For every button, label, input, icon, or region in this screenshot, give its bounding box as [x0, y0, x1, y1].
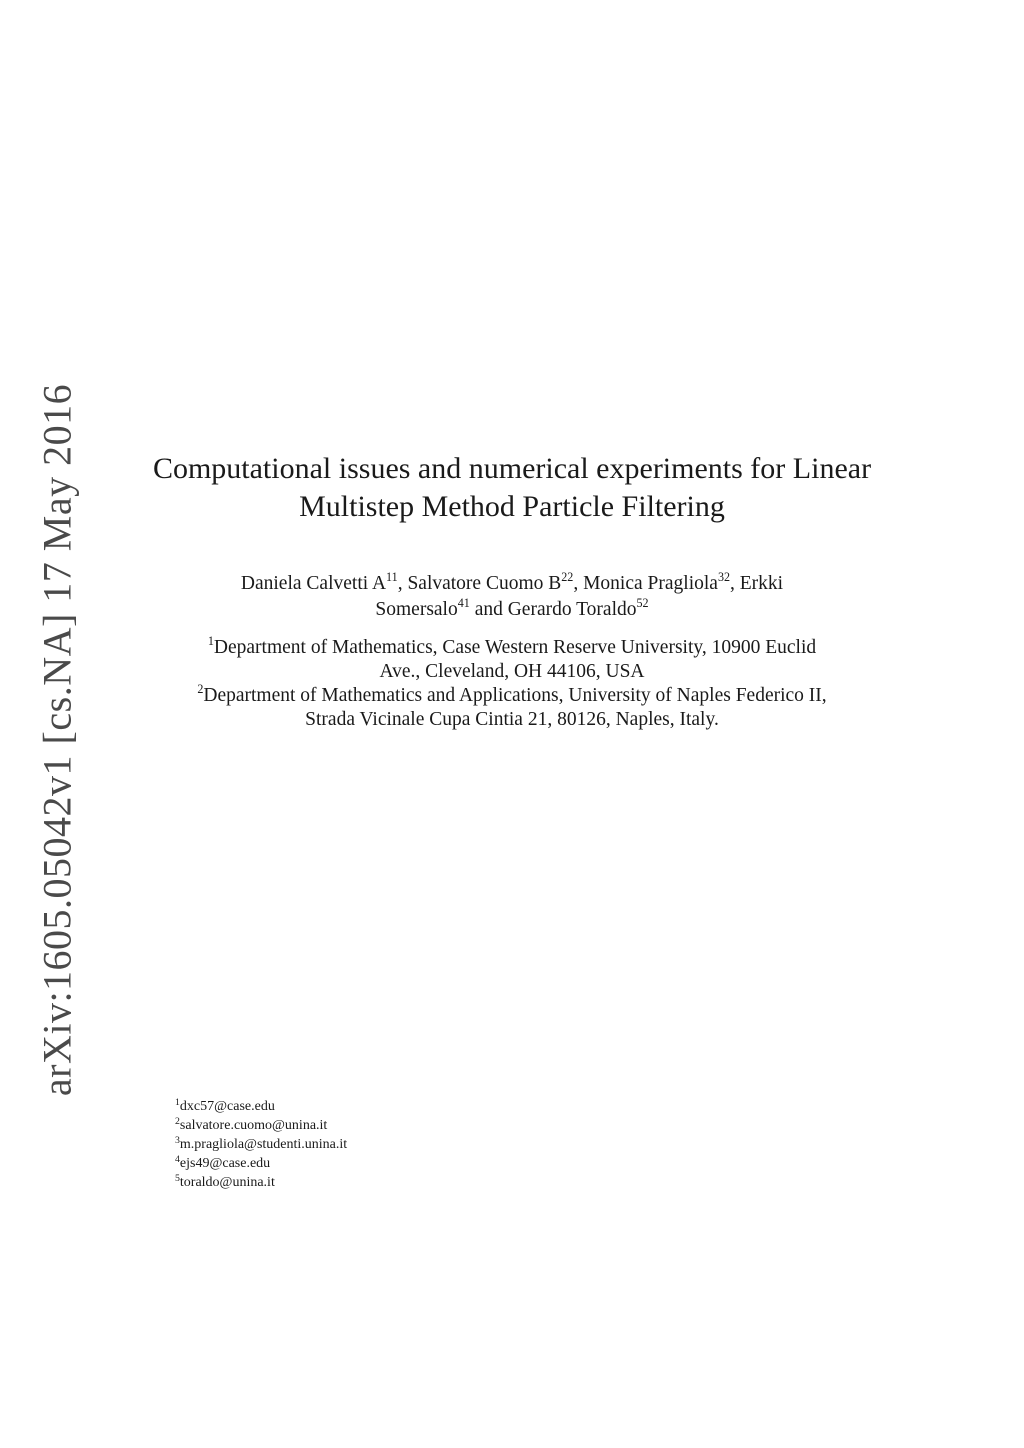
affiliation-line: Strada Vicinale Cupa Cintia 21, 80126, Naples, Italy.: [305, 709, 719, 730]
footnote-email: ejs49@case.edu: [179, 1156, 271, 1171]
footnote-item: [175, 1154, 347, 1173]
affiliation-2: [130, 684, 894, 732]
author-name: Monica Pragliola: [583, 573, 718, 594]
footnote-email: salvatore.cuomo@unina.it: [179, 1118, 328, 1133]
footnote-item: [175, 1135, 347, 1154]
author-separator: and: [469, 599, 508, 620]
affiliation-superscript: 2: [197, 682, 204, 697]
footnote-number: 5: [175, 1173, 180, 1185]
affiliation-superscript: 1: [207, 634, 214, 649]
author-superscript: 52: [636, 596, 649, 611]
author-name: Somersalo: [375, 599, 458, 620]
author-name: Gerardo Toraldo: [507, 599, 637, 620]
author-separator: ,: [573, 573, 584, 594]
footnote-email: dxc57@case.edu: [179, 1099, 275, 1114]
author-superscript: 41: [457, 596, 470, 611]
affiliation-list: [130, 636, 894, 732]
affiliation-1: [130, 636, 894, 684]
footnote-email: m.pragliola@studenti.unina.it: [179, 1137, 348, 1152]
footnote-item: [175, 1097, 347, 1116]
footnote-email: toraldo@unina.it: [179, 1175, 275, 1190]
author-line-2: [150, 597, 874, 623]
footnote-number: 4: [175, 1154, 180, 1166]
footnote-number: 1: [175, 1097, 180, 1109]
paper-title: [120, 450, 904, 526]
footnote-item: [175, 1173, 347, 1192]
affiliation-line: Ave., Cleveland, OH 44106, USA: [379, 661, 645, 682]
author-superscript: 11: [386, 570, 398, 585]
arxiv-identifier-stamp: arXiv:1605.05042v1 [cs.NA] 17 May 2016: [34, 383, 80, 1097]
author-superscript: 22: [561, 570, 574, 585]
footnote-item: [175, 1116, 347, 1135]
affiliation-line: [130, 684, 894, 708]
author-line-1: [150, 571, 874, 597]
affiliation-line: [130, 636, 894, 660]
author-list: [150, 571, 874, 623]
author-name: Salvatore Cuomo B: [407, 573, 562, 594]
author-separator: , Erkki: [730, 573, 784, 594]
author-separator: ,: [397, 573, 408, 594]
affiliation-text: Department of Mathematics, Case Western Reserve University, 10900 Euclid: [213, 637, 817, 658]
title-line-1: Computational issues and numerical experiments for Linear: [152, 452, 872, 485]
email-footnotes: [175, 1097, 347, 1192]
footnote-number: 2: [175, 1116, 180, 1128]
footnote-number: 3: [175, 1135, 180, 1147]
author-superscript: 32: [717, 570, 731, 585]
title-line-2: Multistep Method Particle Filtering: [299, 490, 725, 523]
author-name: Daniela Calvetti A: [240, 573, 387, 594]
affiliation-text: Department of Mathematics and Applications, University of Naples Federico II,: [203, 685, 827, 706]
